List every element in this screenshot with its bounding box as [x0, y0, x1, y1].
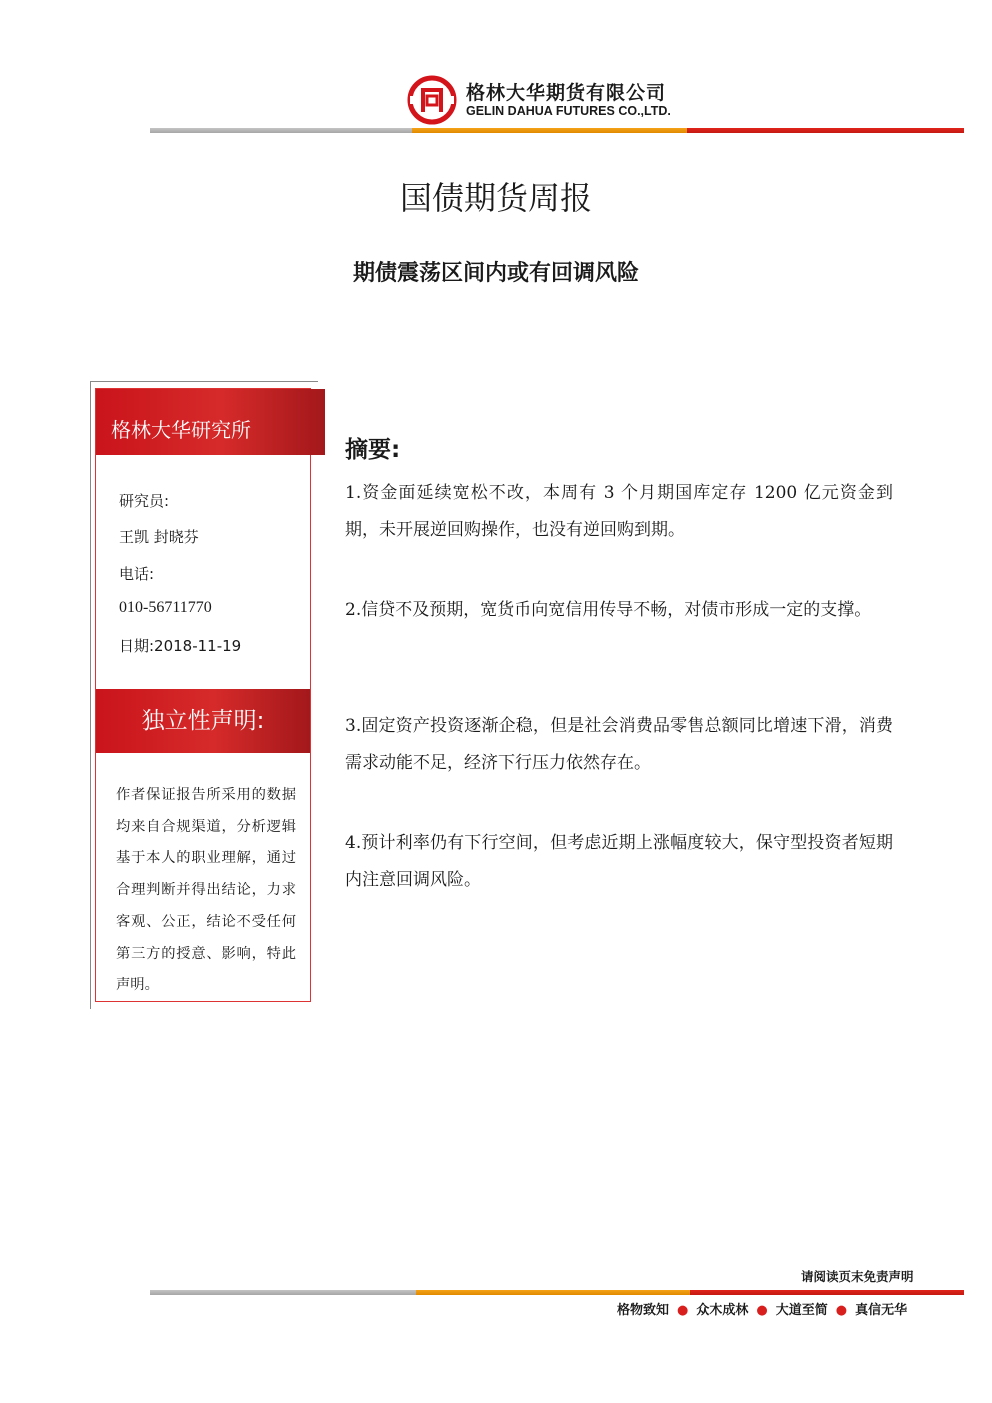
report-title: 国债期货周报	[399, 179, 592, 217]
summary-point-1: 1.资金面延续宽松不改，本周有 3 个月期国库定存 1200 亿元资金到期，未开展逆回购操作，也没有逆回购到期。	[345, 483, 893, 540]
motto-separator-dot: ●	[835, 1303, 848, 1318]
sidebar-frame-left	[90, 381, 91, 1009]
company-name-en: GELIN DAHUA FUTURES CO.,LTD.	[466, 104, 671, 118]
footer-rule-red	[690, 1290, 964, 1295]
motto-item: 真信无华	[855, 1303, 908, 1318]
institute-header: 格林大华研究所	[96, 389, 325, 455]
motto-separator-dot: ●	[677, 1303, 689, 1318]
header-rule-orange	[412, 128, 687, 133]
footer-rule-grey	[150, 1290, 416, 1295]
report-date: 日期:2018-11-19	[119, 637, 242, 655]
summary-point-3: 3.固定资产投资逐渐企稳，但是社会消费品零售总额同比增速下滑，消费需求动能不足，经济下行压力依然存在。	[345, 716, 893, 773]
phone-label: 电话:	[119, 565, 155, 583]
summary-point-4: 4.预计利率仍有下行空间，但考虑近期上涨幅度较大，保守型投资者短期内注意回调风险。	[345, 833, 893, 890]
company-name-cn: 格林大华期货有限公司	[466, 82, 667, 104]
sidebar-frame-top	[90, 381, 318, 382]
researcher-label: 研究员:	[119, 492, 170, 510]
company-motto	[617, 1299, 907, 1318]
summary-point-2: 2.信贷不及预期，宽货币向宽信用传导不畅，对债市形成一定的支撑。	[345, 600, 872, 620]
header-rule-red	[687, 128, 964, 133]
summary-heading: 摘要:	[345, 437, 401, 463]
footer-rule-orange	[416, 1290, 690, 1295]
motto-item: 大道至简	[775, 1303, 828, 1318]
motto-separator-dot: ●	[756, 1303, 768, 1318]
declaration-text: 作者保证报告所采用的数据均来自合规渠道，分析逻辑基于本人的职业理解，通过合理判断并得出结论，力求客观、公正，结论不受任何第三方的授意、影响，特此声明。	[116, 787, 296, 994]
motto-item: 众木成林	[696, 1303, 749, 1318]
researcher-names: 王凯 封晓芬	[119, 528, 199, 546]
report-subtitle: 期债震荡区间内或有回调风险	[352, 261, 639, 286]
header-rule-grey	[150, 128, 412, 133]
motto-item: 格物致知	[617, 1303, 670, 1318]
disclaimer-note: 请阅读页末免责声明	[801, 1269, 914, 1284]
phone-number: 010-56711770	[119, 599, 212, 616]
declaration-header: 独立性声明:	[96, 689, 310, 753]
sidebar-panel	[95, 388, 311, 1002]
gelin-dahua-logo-icon	[407, 75, 457, 125]
